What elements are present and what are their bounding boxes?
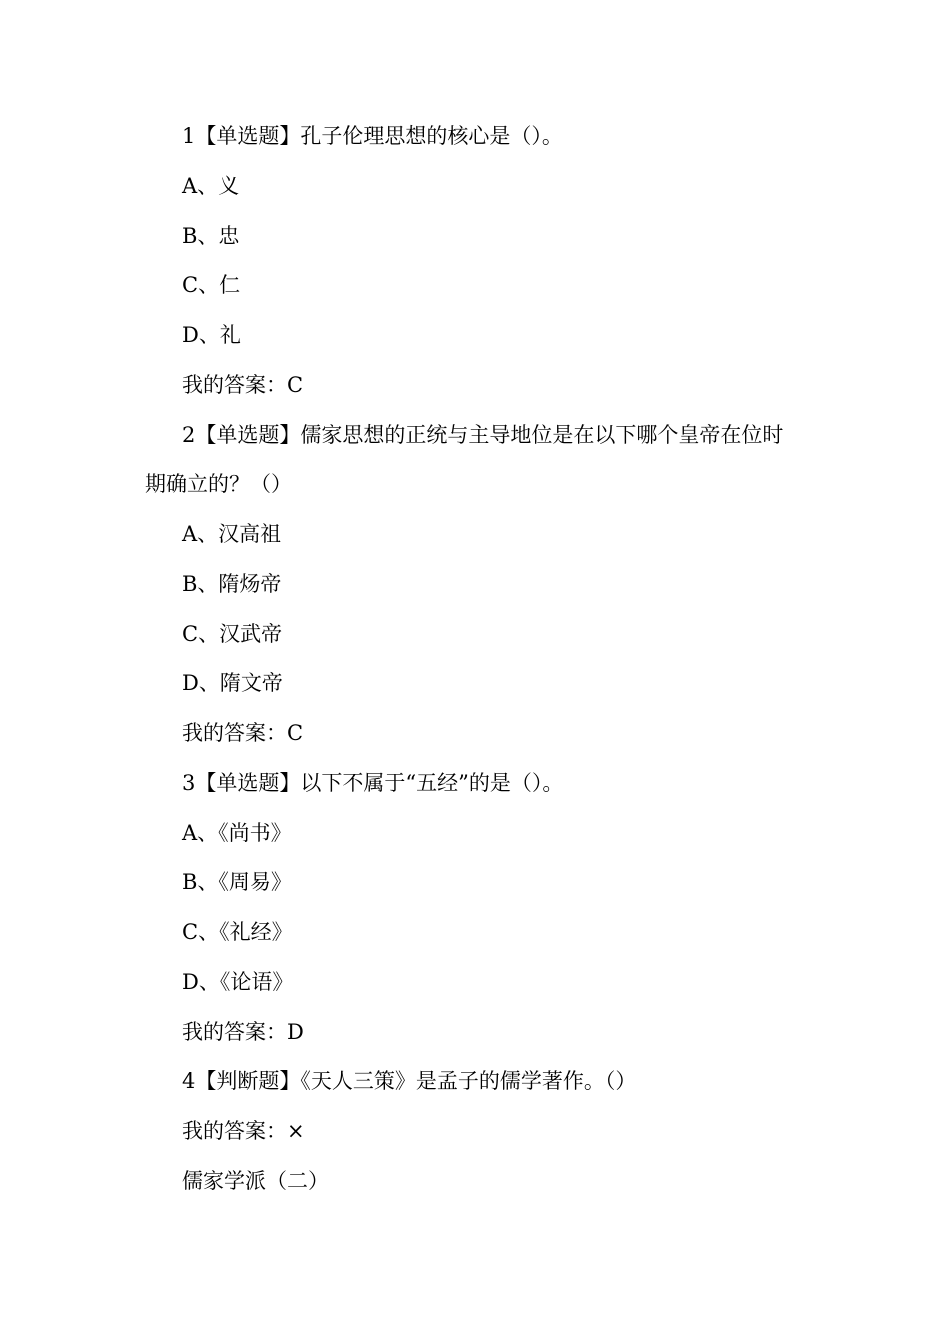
q3-answer: 我的答案：D [182,1020,304,1044]
q2-option-d: D、隋文帝 [182,671,283,695]
q3-stem: 3【单选题】以下不属于“五经”的是（）。 [182,771,564,795]
q1-option-a: A、义 [182,174,240,198]
q1-stem: 1【单选题】孔子伦理思想的核心是（）。 [182,124,563,148]
section-heading: 儒家学派（二） [182,1169,329,1193]
q2-option-c: C、汉武帝 [182,622,283,646]
q3-option-c: C、《礼经》 [182,920,293,944]
q2-option-a: A、汉高祖 [182,522,282,546]
q2-answer: 我的答案：C [182,721,304,745]
q3-option-b: B、《周易》 [182,870,292,894]
q4-stem: 4【判断题】《天人三策》是孟子的儒学著作。（） [182,1069,637,1093]
q3-option-a: A、《尚书》 [182,821,292,845]
q2-stem-continued: 期确立的？（） [145,472,292,496]
q2-option-b: B、隋炀帝 [182,572,282,596]
q2-stem: 2【单选题】儒家思想的正统与主导地位是在以下哪个皇帝在位时 [182,423,784,447]
q3-option-d: D、《论语》 [182,970,294,994]
q1-option-c: C、仁 [182,273,241,297]
q1-answer: 我的答案：C [182,373,304,397]
q1-option-b: B、忠 [182,224,240,248]
q4-answer: 我的答案：× [182,1119,305,1143]
q1-option-d: D、礼 [182,323,241,347]
